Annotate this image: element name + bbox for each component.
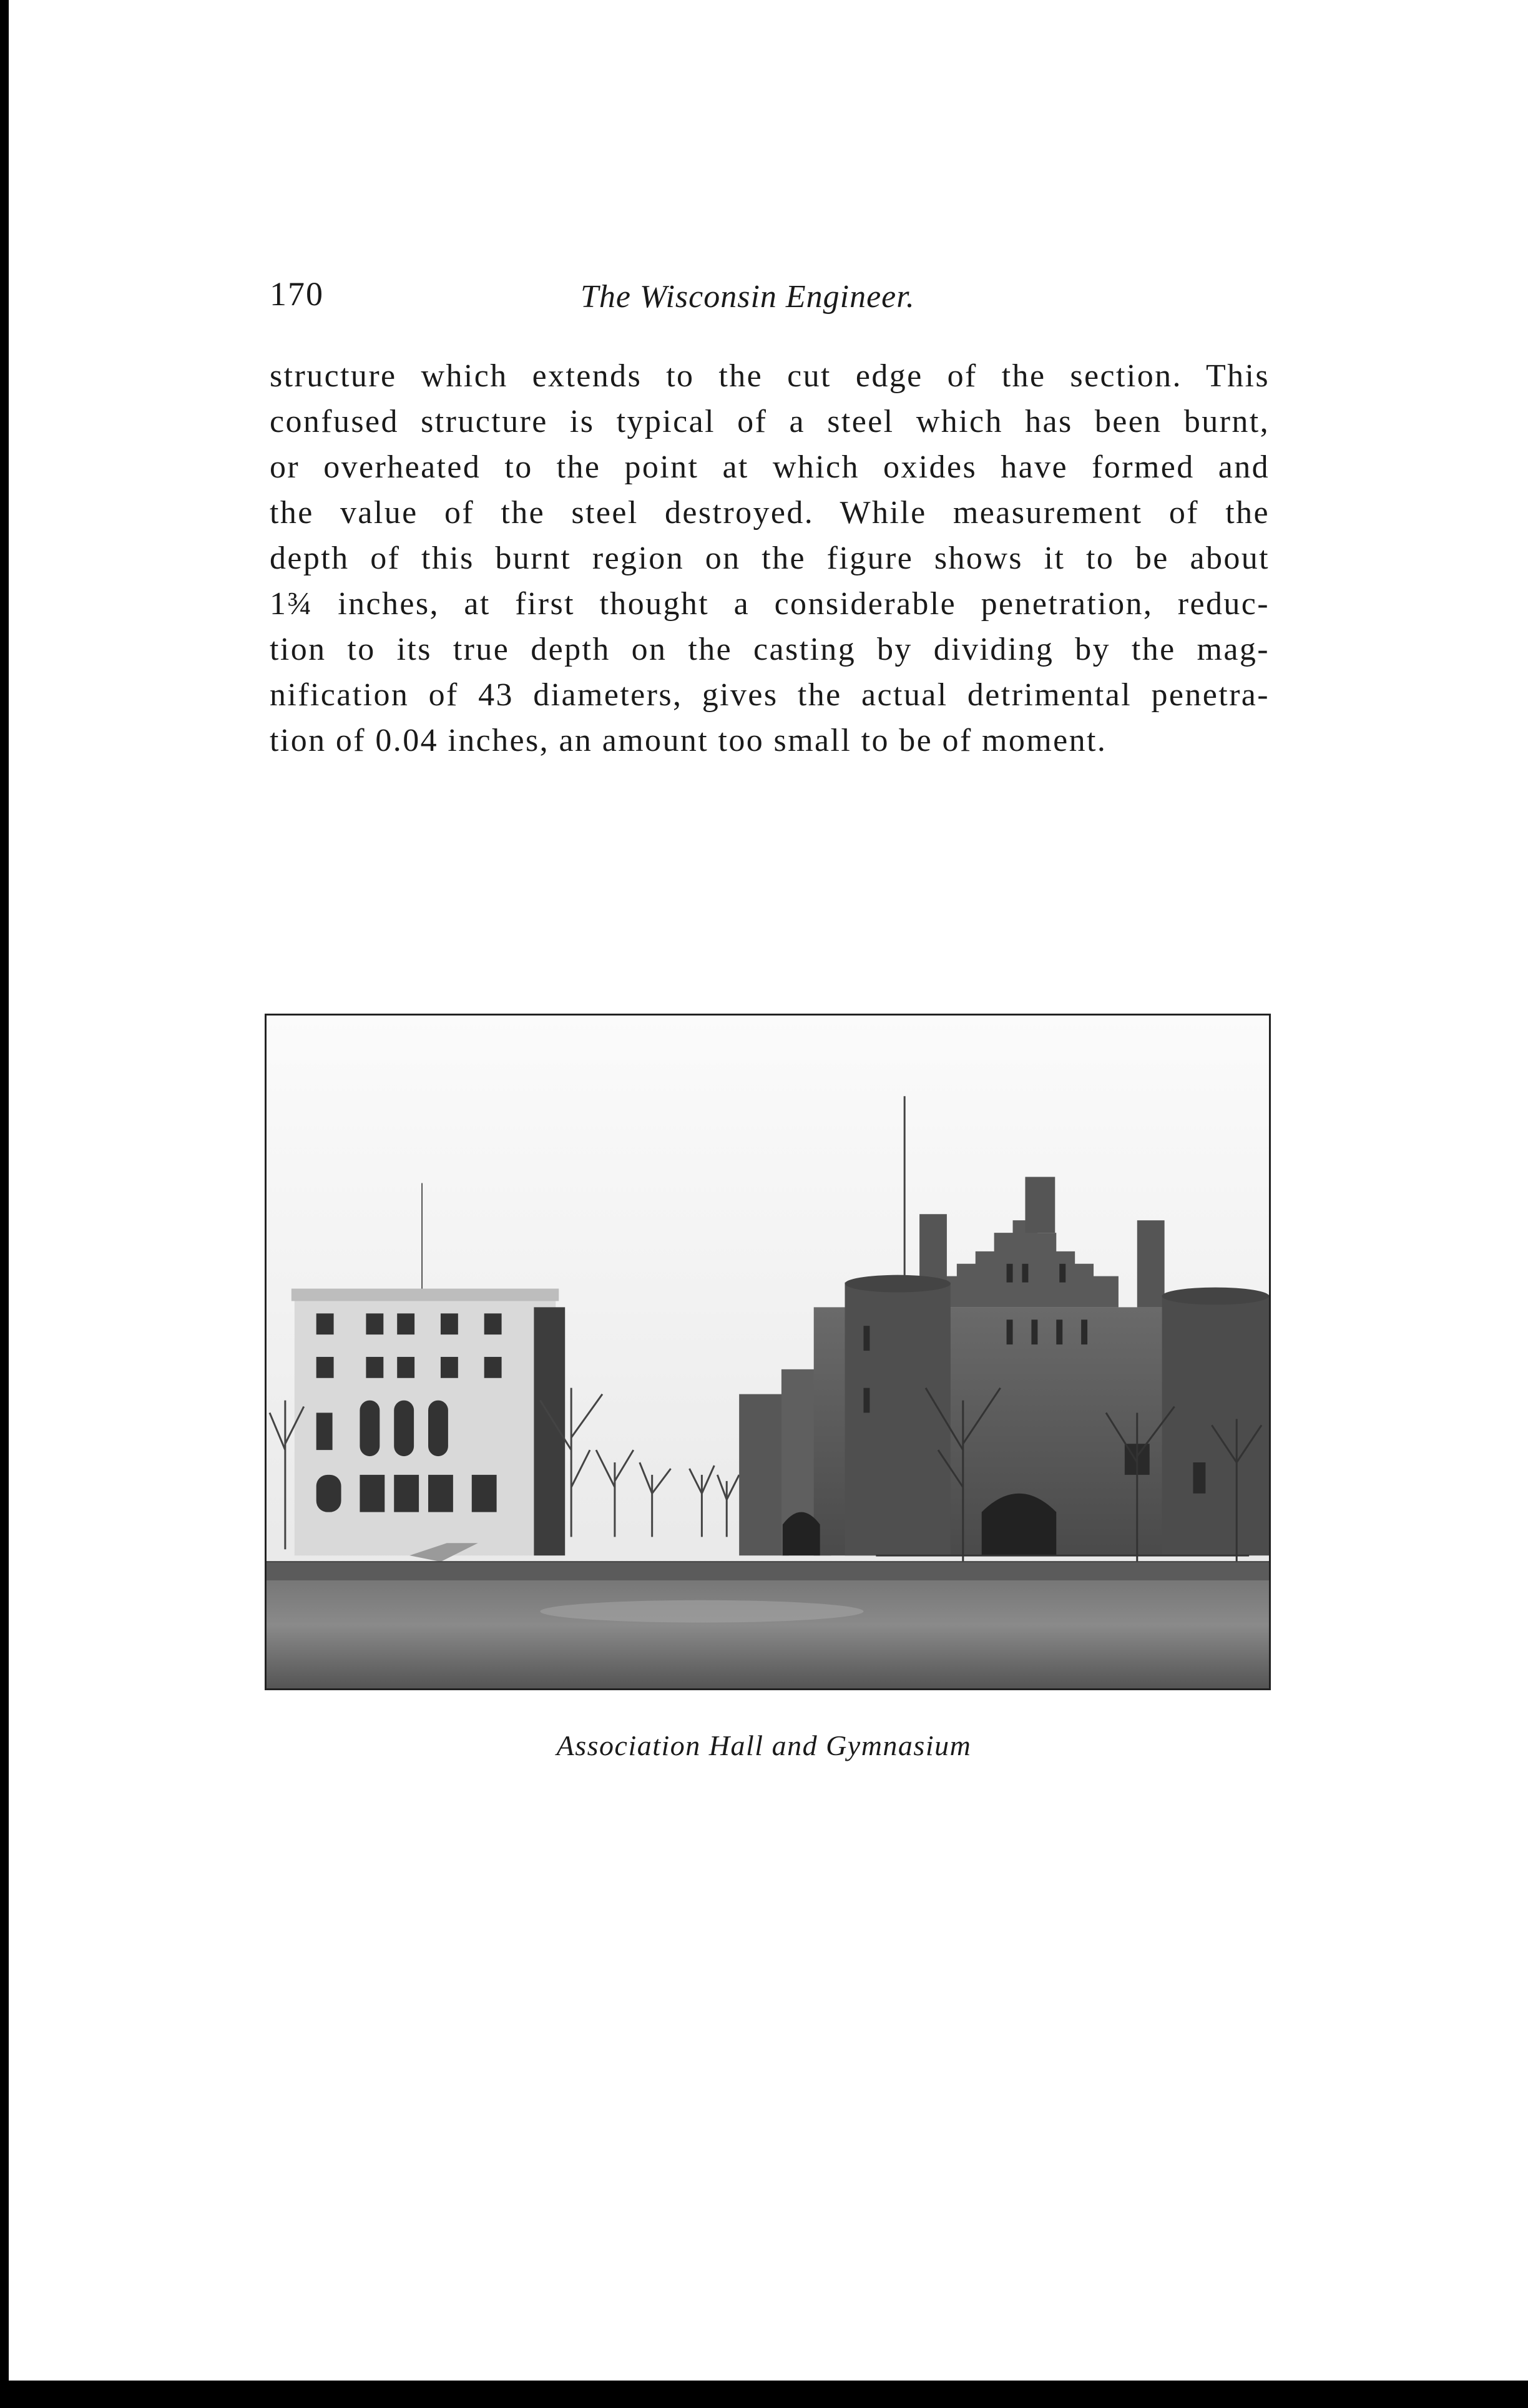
scan-edge-bottom [0, 2381, 1528, 2408]
figure-caption: Association Hall and Gymnasium [556, 1730, 972, 1761]
body-line: or overheated to the point at which oxides have formed and [270, 449, 1270, 485]
body-line: tion of 0.04 inches, an amount too small to be of moment. [270, 723, 1107, 758]
body-line: nification of 43 diameters, gives the actual detrimental penetra- [270, 677, 1270, 713]
scan-edge-left [0, 0, 9, 2408]
building-photograph [265, 1014, 1271, 1690]
page-number: 170 [270, 275, 324, 313]
body-line: confused structure is typical of a steel which has been burnt, [270, 404, 1270, 439]
body-line: structure which extends to the cut edge of the section. This [270, 358, 1270, 394]
body-line: 1¾ inches, at first thought a considerable penetration, reduc- [270, 586, 1270, 622]
body-line: depth of this burnt region on the figure shows it to be about [270, 541, 1270, 576]
body-line: the value of the steel destroyed. While measurement of the [270, 495, 1270, 531]
body-paragraph [270, 353, 1270, 763]
running-title: The Wisconsin Engineer. [580, 279, 915, 315]
body-line: tion to its true depth on the casting by dividing by the mag- [270, 632, 1270, 667]
